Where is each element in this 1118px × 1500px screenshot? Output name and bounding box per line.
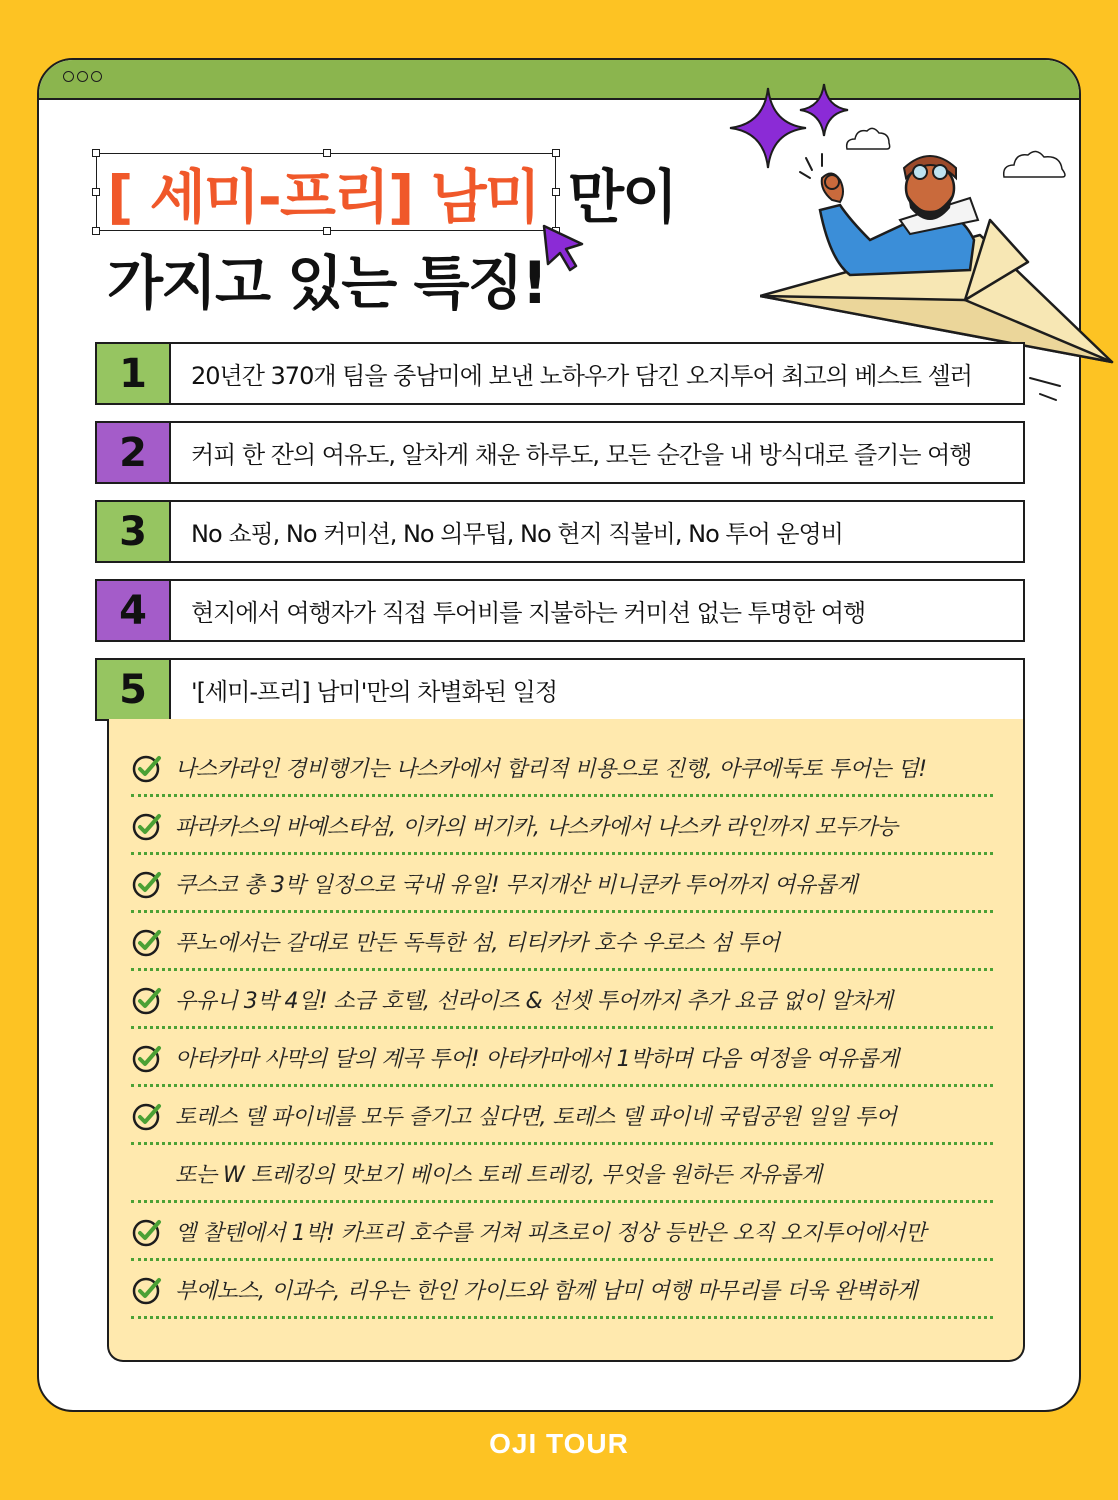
feature-row	[95, 658, 1025, 721]
itinerary-item	[131, 1263, 993, 1319]
feature-number: 4	[95, 579, 171, 642]
itinerary-text: 파라카스의 바예스타섬, 이카의 버기카, 나스카에서 나스카 라인까지 모두가능	[175, 815, 898, 840]
feature-row	[95, 579, 1025, 642]
feature-row	[95, 421, 1025, 484]
heading-line2: 가지고 있는 특징!	[107, 249, 547, 317]
check-circle-icon	[131, 868, 163, 900]
itinerary-item	[131, 1031, 993, 1087]
itinerary-item	[131, 915, 993, 971]
itinerary-text: 우유니 3박 4일! 소금 호텔, 선라이즈 & 선셋 투어까지 추가 요금 없이 알차게	[175, 989, 893, 1014]
window-dot-icon[interactable]	[63, 71, 74, 82]
resize-handle[interactable]	[552, 188, 560, 196]
itinerary-item	[131, 1147, 993, 1203]
window-controls	[63, 71, 102, 82]
feature-text: 현지에서 여행자가 직접 투어비를 지불하는 커미션 없는 투명한 여행	[171, 579, 1025, 642]
check-circle-icon	[131, 810, 163, 842]
window-dot-icon[interactable]	[77, 71, 88, 82]
itinerary-text: 푸노에서는 갈대로 만든 독특한 섬, 티티카카 호수 우로스 섬 투어	[175, 931, 780, 956]
window-titlebar	[39, 60, 1079, 100]
feature-text: '[세미-프리] 남미'만의 차별화된 일정	[171, 658, 1025, 721]
mouse-cursor-icon	[540, 222, 588, 274]
check-circle-icon	[131, 752, 163, 784]
feature-row	[95, 342, 1025, 405]
check-circle-icon	[131, 1274, 163, 1306]
feature-text: No 쇼핑, No 커미션, No 의무팁, No 현지 직불비, No 투어 운영비	[171, 500, 1025, 563]
feature-number: 2	[95, 421, 171, 484]
itinerary-text: 부에노스, 이과수, 리우는 한인 가이드와 함께 남미 여행 마무리를 더욱 완벽하게	[175, 1279, 917, 1304]
itinerary-text: 아타카마 사막의 달의 계곡 투어! 아타카마에서 1박하며 다음 여정을 여유롭게	[175, 1047, 899, 1072]
window-dot-icon[interactable]	[91, 71, 102, 82]
resize-handle[interactable]	[92, 149, 100, 157]
itinerary-text: 또는 W 트레킹의 맛보기 베이스 토레 트레킹, 무엇을 원하든 자유롭게	[175, 1163, 822, 1188]
check-circle-icon	[131, 1042, 163, 1074]
cloud-icon	[843, 123, 893, 153]
brand-logo: OJI TOUR	[489, 1428, 629, 1459]
check-circle-icon	[131, 984, 163, 1016]
itinerary-text: 나스카라인 경비행기는 나스카에서 합리적 비용으로 진행, 아쿠에둑토 투어는 덤!	[175, 757, 927, 782]
heading-suffix: 만이	[568, 163, 677, 231]
itinerary-item	[131, 1205, 993, 1261]
feature-row	[95, 500, 1025, 563]
itinerary-item	[131, 741, 993, 797]
itinerary-text: 쿠스코 총 3박 일정으로 국내 유일! 무지개산 비니쿤카 투어까지 여유롭게	[175, 873, 858, 898]
itinerary-item	[131, 857, 993, 913]
itinerary-item	[131, 1089, 993, 1145]
resize-handle[interactable]	[92, 188, 100, 196]
itinerary-text: 엘 찰텐에서 1박! 카프리 호수를 거쳐 피츠로이 정상 등반은 오직 오지투어에서만	[175, 1221, 926, 1246]
itinerary-item	[131, 799, 993, 855]
itinerary-panel	[107, 719, 1025, 1362]
feature-number: 1	[95, 342, 171, 405]
feature-number: 3	[95, 500, 171, 563]
check-circle-icon	[131, 926, 163, 958]
feature-text: 20년간 370개 팀을 중남미에 보낸 노하우가 담긴 오지투어 최고의 베스트 셀러	[171, 342, 1025, 405]
feature-number: 5	[95, 658, 171, 721]
feature-text: 커피 한 잔의 여유도, 알차게 채운 하루도, 모든 순간을 내 방식대로 즐기는 여행	[171, 421, 1025, 484]
heading-highlight: [ 세미-프리] 남미	[107, 163, 539, 231]
itinerary-item	[131, 973, 993, 1029]
resize-handle[interactable]	[552, 149, 560, 157]
check-circle-icon	[131, 1100, 163, 1132]
check-circle-icon	[131, 1216, 163, 1248]
resize-handle[interactable]	[92, 227, 100, 235]
itinerary-text: 토레스 델 파이네를 모두 즐기고 싶다면, 토레스 델 파이네 국립공원 일일 투어	[175, 1105, 897, 1130]
